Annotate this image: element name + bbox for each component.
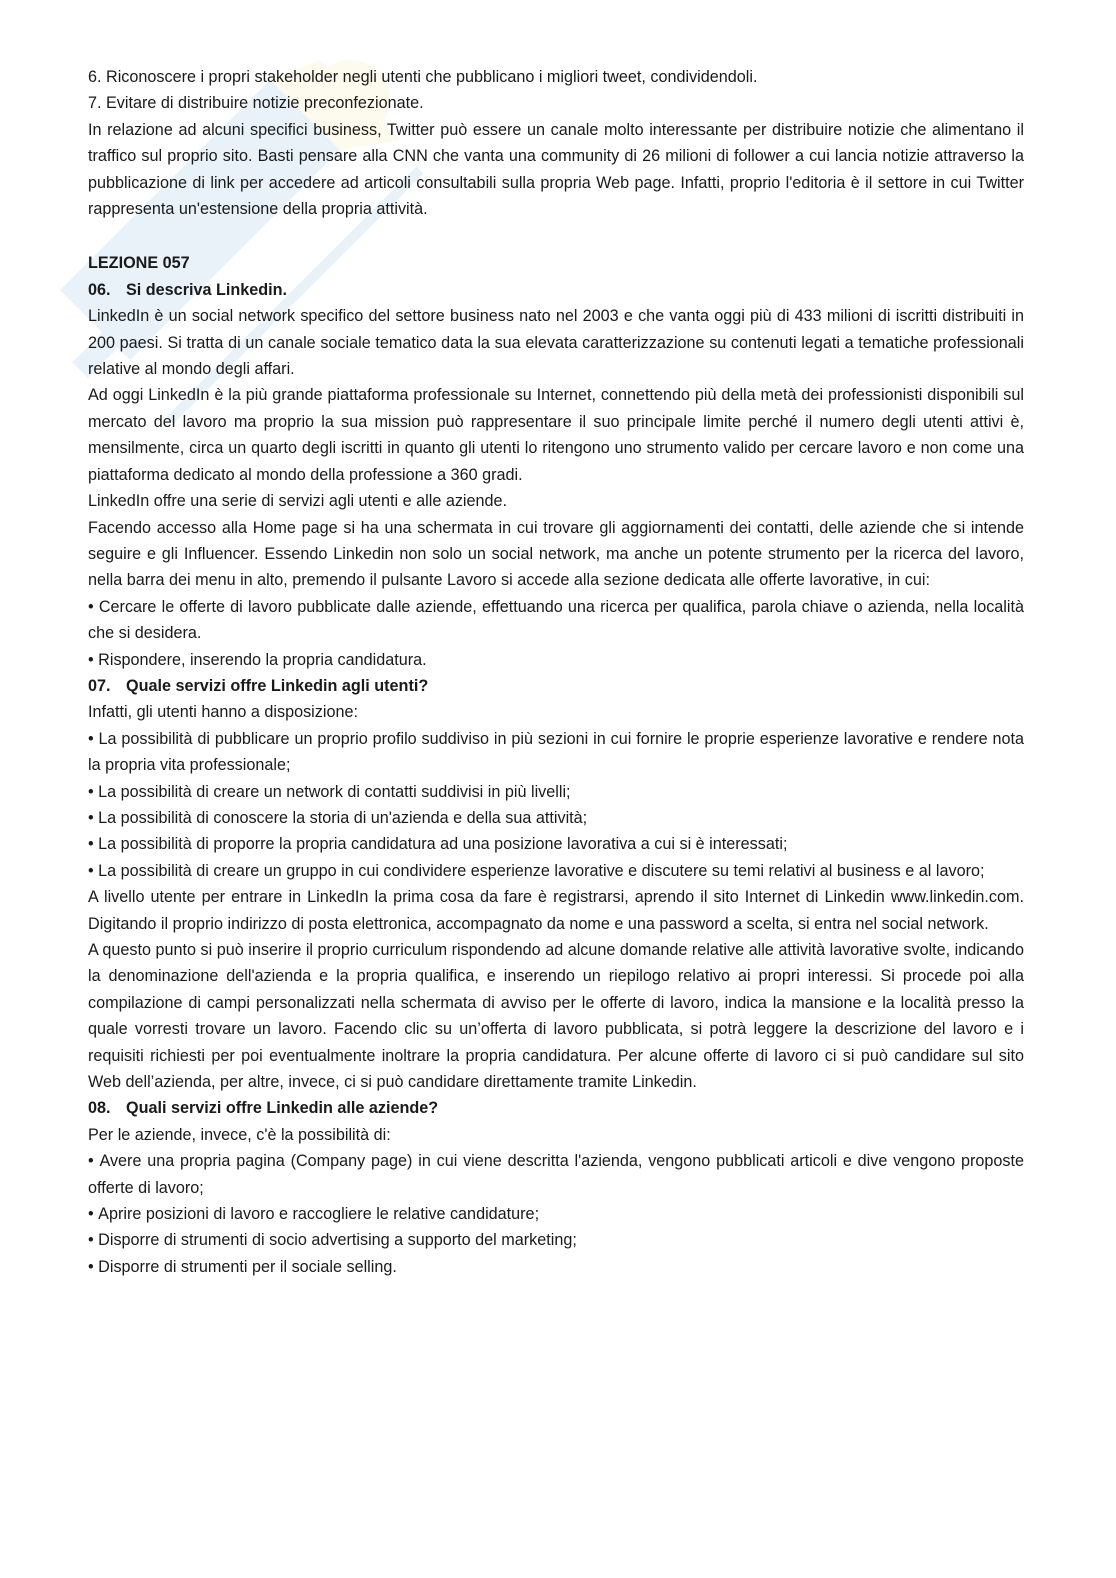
q07-paragraph: A questo punto si può inserire il proprio curriculum rispondendo ad alcune domande relative alle attività lavorative svolte, indicando la denominazione dell'azienda e la propria qualifica, e inserendo un riepilogo relativo ai propri interessi. Si procede poi alla compilazione di campi personalizzati nella schermata di avviso per le offerte di lavoro, indica la mansione e la località presso la quale vorresti trovare un lavoro. Facendo clic su un’offerta di lavoro pubblicata, si potrà leggere la descrizione del lavoro e i requisiti richiesti per poi eventualmente inoltrare la propria candidatura. Per alcune offerte di lavoro ci si può candidare sul sito Web dell’azienda, per altre, invece, ci si può candidare direttamente tramite Linkedin. — [88, 941, 1024, 1092]
question-title: Quali servizi offre Linkedin alle aziende? — [126, 1099, 439, 1118]
question-number: 06. — [88, 280, 111, 299]
bullet-item: • La possibilità di creare un network di contatti suddivisi in più livelli; — [88, 779, 1024, 805]
bullet-item: • Disporre di strumenti di socio advertising a supporto del marketing; — [88, 1227, 1024, 1253]
question-number: 08. — [88, 1099, 111, 1118]
bullet-item: • Aprire posizioni di lavoro e raccogliere le relative candidature; — [88, 1201, 1024, 1227]
question-number: 07. — [88, 676, 111, 695]
q08-lead: Per le aziende, invece, c'è la possibilità di: — [88, 1125, 391, 1144]
question-07-heading — [88, 673, 1024, 699]
q06-paragraph: LinkedIn offre una serie di servizi agli utenti e alle aziende. — [88, 492, 508, 511]
bullet-item: • Rispondere, inserendo la propria candidatura. — [88, 647, 1024, 673]
q07-lead: Infatti, gli utenti hanno a disposizione: — [88, 703, 358, 722]
question-06-heading — [88, 277, 1024, 303]
section-gap — [88, 222, 1024, 250]
lesson-title: LEZIONE 057 — [88, 254, 190, 273]
q07-paragraph: A livello utente per entrare in LinkedIn la prima cosa da fare è registrarsi, aprendo il sito Internet di Linkedin www.linkedin.com. Digitando il proprio indirizzo di posta elettronica, accompagnato da nome e una password a scelta, si entra nel social network. — [88, 888, 1024, 933]
question-08-heading — [88, 1095, 1024, 1121]
q06-paragraph: Ad oggi LinkedIn è la più grande piattaforma professionale su Internet, connettendo più della metà dei professionisti disponibili sul mercato del lavoro ma proprio la sua mission può rappresentare il suo principale limite perché il numero degli utenti attivi è, mensilmente, circa un quarto degli iscritti in quanto gli utenti lo ritengono uno strumento valido per cercare lavoro e non come una piattaforma dedicato al mondo della professione a 360 gradi. — [88, 386, 1024, 484]
intro-line: 6. Riconoscere i propri stakeholder negli utenti che pubblicano i migliori tweet, condividendoli. — [88, 68, 758, 86]
q06-paragraph: LinkedIn è un social network specifico del settore business nato nel 2003 e che vanta oggi più di 433 milioni di iscritti distribuiti in 200 paesi. Si tratta di un canale sociale tematico data la sua elevata caratterizzazione su contenuti legati a tematiche professionali relative al mondo degli affari. — [88, 307, 1024, 379]
question-title: Quale servizi offre Linkedin agli utenti? — [126, 676, 429, 695]
bullet-item: • Avere una propria pagina (Company page) in cui viene descritta l'azienda, vengono pubblicati articoli e dive vengono proposte offerte di lavoro; — [88, 1148, 1024, 1201]
bullet-item: • Cercare le offerte di lavoro pubblicate dalle aziende, effettuando una ricerca per qualifica, parola chiave o azienda, nella località che si desidera. — [88, 594, 1024, 647]
bullet-item: • La possibilità di proporre la propria candidatura ad una posizione lavorativa a cui si è interessati; — [88, 831, 1024, 857]
q06-paragraph: Facendo accesso alla Home page si ha una schermata in cui trovare gli aggiornamenti dei contatti, delle aziende che si intende seguire e gli Influencer. Essendo Linkedin non solo un social network, ma anche un potente strumento per la ricerca del lavoro, nella barra dei menu in alto, premendo il pulsante Lavoro si accede alla sezione dedicata alle offerte lavorative, in cui: — [88, 518, 1024, 590]
bullet-item: • La possibilità di pubblicare un proprio profilo suddiviso in più sezioni in cui fornire le proprie esperienze lavorative e rendere nota la propria vita professionale; — [88, 726, 1024, 779]
question-title: Si descriva Linkedin. — [126, 280, 288, 299]
intro-line: 7. Evitare di distribuire notizie preconfezionate. — [88, 94, 424, 113]
bullet-item: • La possibilità di creare un gruppo in cui condividere esperienze lavorative e discutere su temi relativi al business e al lavoro; — [88, 858, 1024, 884]
intro-paragraph: In relazione ad alcuni specifici business, Twitter può essere un canale molto interessante per distribuire notizie che alimentano il traffico sul proprio sito. Basti pensare alla CNN che vanta una community di 26 milioni di follower a cui lancia notizie attraverso la pubblicazione di link per accedere ad articoli consultabili sulla propria Web page. Infatti, proprio l'editoria è il settore in cui Twitter rappresenta un'estensione della propria attività. — [88, 120, 1024, 219]
bullet-item: • La possibilità di conoscere la storia di un'azienda e della sua attività; — [88, 805, 1024, 831]
bullet-item: • Disporre di strumenti per il sociale selling. — [88, 1254, 1024, 1280]
document-page — [88, 64, 1024, 1280]
